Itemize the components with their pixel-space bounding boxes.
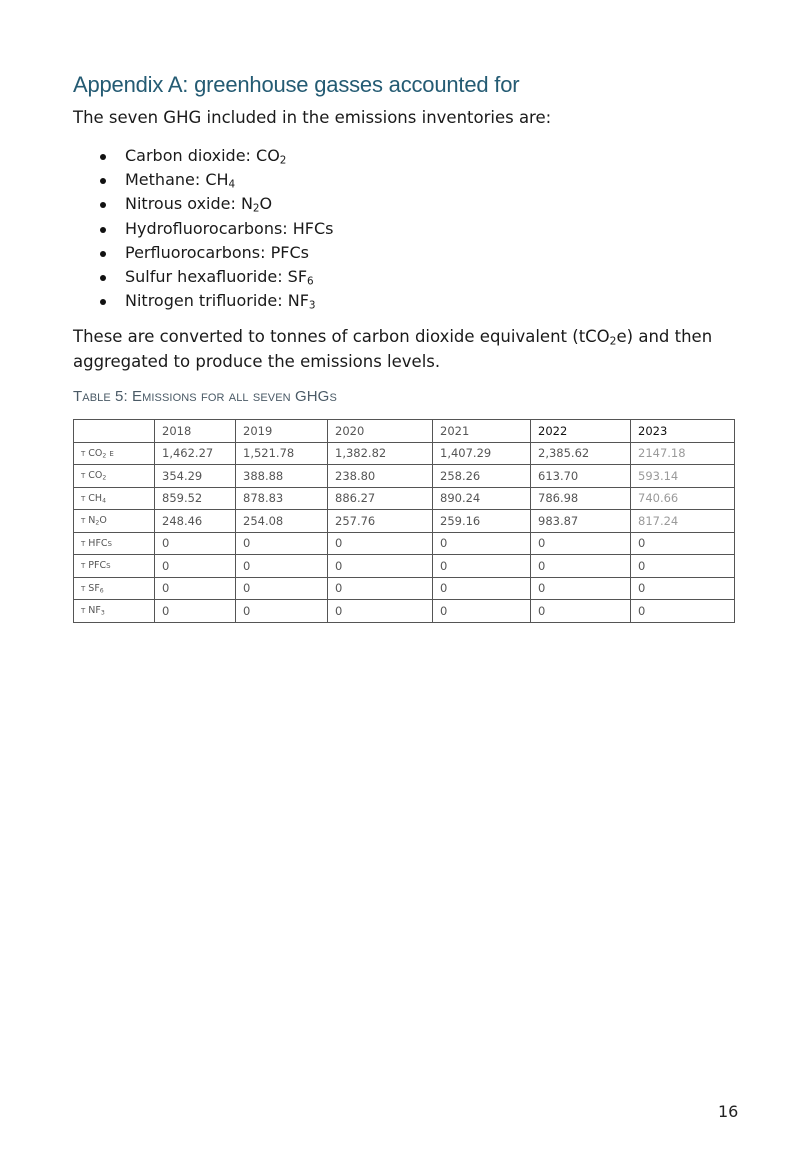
table-cell: 1,407.29 <box>433 442 531 465</box>
table-cell: 0 <box>631 532 735 555</box>
table-cell: 0 <box>433 600 531 623</box>
list-item <box>73 289 334 313</box>
list-item-subscript: 2 <box>252 202 260 215</box>
table-cell: 0 <box>631 555 735 578</box>
table-cell: 1,462.27 <box>155 442 236 465</box>
table-cell: 0 <box>531 532 631 555</box>
row-label: t HFCs <box>74 532 155 555</box>
table-cell: 786.98 <box>531 487 631 510</box>
emissions-table <box>73 419 735 623</box>
table-row <box>74 465 735 488</box>
bullet-icon <box>100 227 106 233</box>
table-cell: 0 <box>155 577 236 600</box>
list-item <box>73 217 334 241</box>
bullet-icon <box>100 202 106 208</box>
table-cell: 0 <box>531 555 631 578</box>
list-item-subscript: 3 <box>308 299 316 312</box>
list-item-subscript: 2 <box>279 154 287 167</box>
table-cell: 890.24 <box>433 487 531 510</box>
ghg-list <box>73 144 334 313</box>
section-heading: Appendix A: greenhouse gasses accounted for <box>73 72 520 97</box>
row-label: t $CO_2$ <box>74 465 155 488</box>
paragraph-subscript: 2 <box>609 334 617 348</box>
table-cell: 0 <box>328 577 433 600</box>
table-header-row <box>74 420 735 443</box>
table-cell: 0 <box>328 532 433 555</box>
header-corner-cell <box>74 420 155 443</box>
column-header: 2018 <box>155 420 236 443</box>
row-label: t $CH_4$ <box>74 487 155 510</box>
table-row <box>74 600 735 623</box>
table-cell: 817.24 <box>631 510 735 533</box>
table-cell: 0 <box>155 555 236 578</box>
list-item-text: Methane: CH <box>125 170 229 190</box>
bullet-icon <box>100 178 106 184</box>
bullet-icon <box>100 275 106 281</box>
table-row <box>74 532 735 555</box>
row-label: t $NF_3$ <box>74 600 155 623</box>
table-cell: 2147.18 <box>631 442 735 465</box>
table-row <box>74 577 735 600</box>
table-row <box>74 442 735 465</box>
row-label: t $CO_2$ e <box>74 442 155 465</box>
paragraph-text-cont: e) and then aggregated to produce the emissions levels. <box>73 327 713 371</box>
table-cell: 0 <box>433 555 531 578</box>
list-item-subscript: 4 <box>228 178 236 191</box>
table-cell: 613.70 <box>531 465 631 488</box>
table-cell: 0 <box>328 555 433 578</box>
conversion-paragraph <box>73 324 753 374</box>
table-cell: 257.76 <box>328 510 433 533</box>
table-row <box>74 555 735 578</box>
table-cell: 859.52 <box>155 487 236 510</box>
table-cell: 1,521.78 <box>236 442 328 465</box>
list-item-tail: O <box>259 194 273 214</box>
table-cell: 1,382.82 <box>328 442 433 465</box>
table-cell: 0 <box>328 600 433 623</box>
table-cell: 886.27 <box>328 487 433 510</box>
table-cell: 258.26 <box>433 465 531 488</box>
table-cell: 0 <box>433 532 531 555</box>
table-cell: 0 <box>631 577 735 600</box>
column-header: 2019 <box>236 420 328 443</box>
table-cell: 0 <box>531 577 631 600</box>
table-cell: 259.16 <box>433 510 531 533</box>
table-cell: 248.46 <box>155 510 236 533</box>
table-cell: 0 <box>236 532 328 555</box>
bullet-icon <box>100 154 106 160</box>
page-number: 16 <box>718 1102 739 1121</box>
table-caption: Table 5: Emissions for all seven GHGs <box>73 388 337 405</box>
table-cell: 740.66 <box>631 487 735 510</box>
table-cell: 0 <box>631 600 735 623</box>
table-row <box>74 510 735 533</box>
table-cell: 388.88 <box>236 465 328 488</box>
table-cell: 238.80 <box>328 465 433 488</box>
table-cell: 0 <box>155 600 236 623</box>
table-cell: 0 <box>433 577 531 600</box>
paragraph-text: These are converted to tonnes of carbon dioxide equivalent (tCO <box>73 327 610 346</box>
list-item <box>73 168 334 192</box>
table-cell: 0 <box>236 555 328 578</box>
list-item <box>73 192 334 216</box>
list-item-text: Carbon dioxide: CO <box>125 146 280 165</box>
column-header: 2023 <box>631 420 735 443</box>
column-header: 2021 <box>433 420 531 443</box>
table-cell: 0 <box>531 600 631 623</box>
table-cell: 983.87 <box>531 510 631 533</box>
list-item-text: Nitrogen trifluoride: NF <box>125 291 309 311</box>
list-item-text: Hydrofluorocarbons: HFCs <box>125 218 334 238</box>
list-item-text: Nitrous oxide: N <box>125 194 253 214</box>
list-item-subscript: 6 <box>307 275 314 288</box>
table-cell: 0 <box>155 532 236 555</box>
table-cell: 2,385.62 <box>531 442 631 465</box>
list-item-text: Perfluorocarbons: PFCs <box>125 242 309 262</box>
bullet-icon <box>100 299 106 305</box>
row-label: t $N_2O$ <box>74 510 155 533</box>
list-item <box>73 265 334 289</box>
row-label: t $SF_6$ <box>74 577 155 600</box>
table-row <box>74 487 735 510</box>
table-cell: 0 <box>236 600 328 623</box>
list-item <box>73 144 334 168</box>
row-label: t PFCs <box>74 555 155 578</box>
bullet-icon <box>100 251 106 257</box>
table-cell: 878.83 <box>236 487 328 510</box>
list-item-text: Sulfur hexafluoride: SF <box>125 266 308 286</box>
list-item <box>73 241 334 265</box>
table-cell: 0 <box>236 577 328 600</box>
column-header: 2020 <box>328 420 433 443</box>
table-cell: 593.14 <box>631 465 735 488</box>
table-cell: 254.08 <box>236 510 328 533</box>
intro-text: The seven GHG included in the emissions inventories are: <box>73 108 552 127</box>
column-header: 2022 <box>531 420 631 443</box>
table-cell: 354.29 <box>155 465 236 488</box>
